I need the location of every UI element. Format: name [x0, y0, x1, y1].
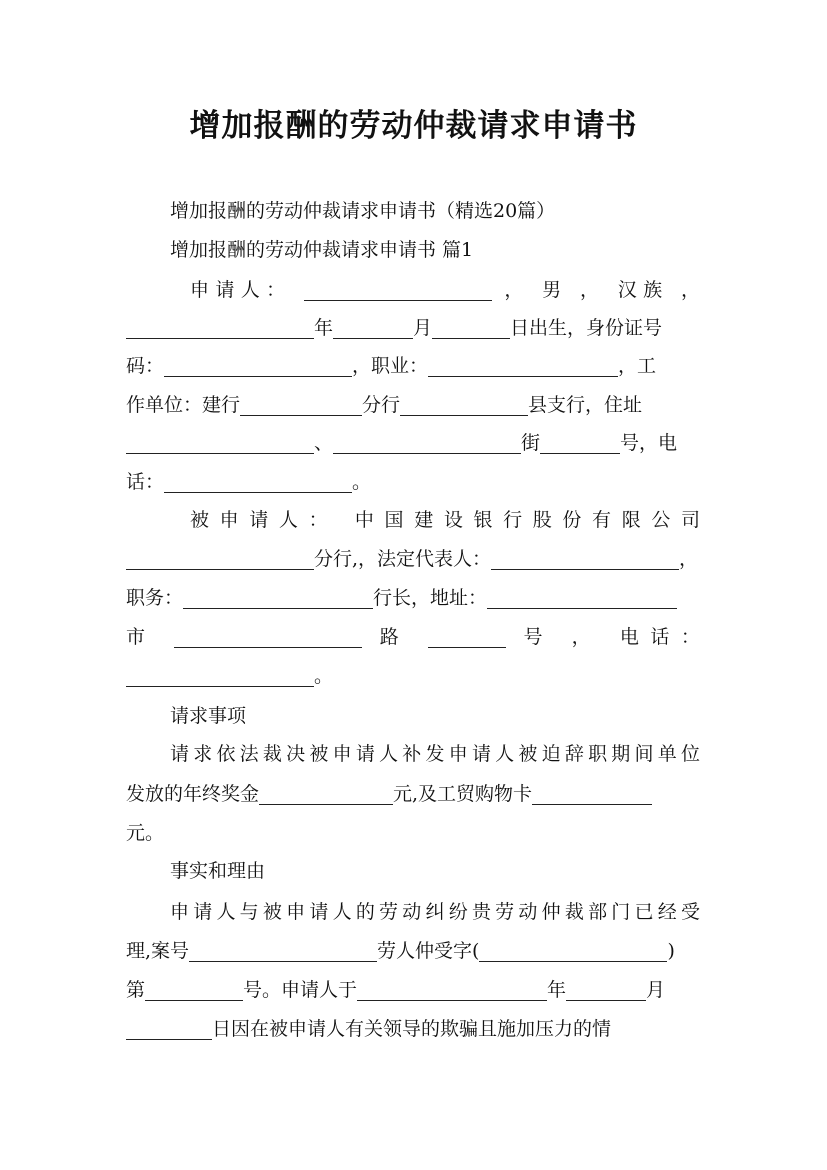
applicant-line-4: [126, 390, 700, 420]
branch-label: 分行: [362, 394, 401, 416]
case-type-label: 劳人仲受字(: [377, 940, 480, 962]
facts-month-blank: [566, 1000, 646, 1001]
respondent-address-blank: [487, 608, 677, 609]
facts-month-label: 月: [646, 979, 666, 1001]
comma: ，: [504, 279, 530, 301]
road-blank: [428, 647, 506, 648]
respondent-phone-blank: [126, 686, 314, 687]
facts-day-blank: [126, 1039, 212, 1040]
comma: ，: [579, 279, 606, 301]
period: 。: [314, 665, 334, 687]
bank-blank: [240, 415, 362, 416]
id-label: 码：: [126, 355, 165, 377]
id-number-blank: [164, 376, 352, 377]
job-blank: [428, 376, 618, 377]
card-label: 元,及工贸购物卡: [393, 783, 533, 805]
facts-line-3: [126, 975, 700, 1005]
branch-rep-label: 分行,，法定代表人：: [314, 548, 492, 570]
bank-address-label: 行长，地址：: [373, 587, 488, 609]
number-label: 号，电: [620, 432, 678, 454]
respondent-line-1: [190, 505, 700, 535]
applicant-line-5: [126, 428, 700, 458]
applicant-ethnicity: 汉族: [617, 279, 669, 301]
birth-month-blank: [333, 338, 413, 339]
chapter-heading: 增加报酬的劳动仲裁请求申请书 篇1: [170, 239, 474, 261]
facts-line-2: [126, 936, 700, 966]
facts-line-4: [126, 1014, 700, 1044]
respondent-phone-label: 电话：: [619, 626, 700, 648]
duty-label: 职务：: [126, 587, 184, 609]
applicant-label: 申请人：: [190, 279, 292, 301]
city-blank: [174, 647, 362, 648]
birth-year-blank: [126, 338, 314, 339]
work-unit-label: 作单位：建行: [126, 394, 241, 416]
applicant-on-label: 号。申请人于: [243, 979, 358, 1001]
facts-heading: 事实和理由: [170, 860, 266, 882]
request-line-1: 请求依法裁决被申请人补发申请人被迫辞职期间单位: [170, 743, 700, 765]
respondent-company: 中国建设银行股份有限公司: [354, 509, 700, 531]
case-number-blank: [189, 961, 377, 962]
case-type-blank: [479, 961, 667, 962]
bonus-label: 发放的年终奖金: [126, 783, 260, 805]
respondent-line-2: [126, 544, 700, 574]
year-label: 年: [314, 317, 334, 339]
duty-blank: [183, 608, 373, 609]
birth-label: 日出生，身份证号: [510, 317, 663, 339]
month-label: 月: [413, 317, 433, 339]
subtitle-line: 增加报酬的劳动仲裁请求申请书（精选20篇）: [170, 200, 556, 222]
close-paren: ): [667, 940, 675, 962]
case-number-label: 理,案号: [126, 940, 190, 962]
applicant-line-1: [190, 275, 700, 305]
facts-year-blank: [357, 1000, 547, 1001]
applicant-line-2: [126, 313, 700, 343]
comma: ，: [680, 279, 700, 301]
respondent-branch-blank: [126, 569, 314, 570]
case-no-blank: [145, 1000, 243, 1001]
job-label: ，职业：: [352, 355, 429, 377]
address-blank-2: [333, 453, 521, 454]
request-line-2: [126, 779, 700, 809]
respondent-line-4: [126, 622, 700, 652]
legal-rep-blank: [491, 569, 679, 570]
comma: ，: [571, 626, 603, 648]
facts-line-1: 申请人与被申请人的劳动纠纷贵劳动仲裁部门已经受: [170, 901, 700, 923]
request-heading: 请求事项: [170, 705, 247, 727]
branch-blank: [400, 415, 528, 416]
work-prefix: 工: [637, 355, 657, 377]
comma: ，: [679, 548, 699, 570]
address-blank-1: [126, 453, 314, 454]
respondent-label: 被申请人：: [190, 509, 339, 531]
street-number-blank: [540, 453, 620, 454]
applicant-line-6: [126, 467, 700, 497]
respondent-number-label: 号: [523, 626, 555, 648]
birth-day-blank: [432, 338, 510, 339]
card-amount-blank: [532, 804, 652, 805]
bonus-amount-blank: [259, 804, 393, 805]
period: 。: [352, 471, 372, 493]
dun: 、: [314, 432, 334, 454]
phone-label: 话：: [126, 471, 165, 493]
no-label: 第: [126, 979, 146, 1001]
city-label: 市: [126, 626, 157, 648]
respondent-line-5: [126, 661, 700, 691]
street-label: 街: [521, 432, 541, 454]
respondent-line-3: [126, 583, 700, 613]
phone-blank: [164, 492, 352, 493]
document-title: 增加报酬的劳动仲裁请求申请书: [189, 108, 638, 144]
facts-year-label: 年: [547, 979, 567, 1001]
facts-day-text: 日因在被申请人有关领导的欺骗且施加压力的情: [212, 1018, 612, 1040]
county-label: 县支行，住址: [528, 394, 643, 416]
request-line-3: 元。: [126, 822, 165, 844]
comma: ，: [618, 355, 638, 377]
applicant-name-blank: [304, 300, 492, 301]
road-label: 路: [379, 626, 411, 648]
applicant-line-3: [126, 351, 700, 381]
applicant-gender: 男: [542, 279, 568, 301]
